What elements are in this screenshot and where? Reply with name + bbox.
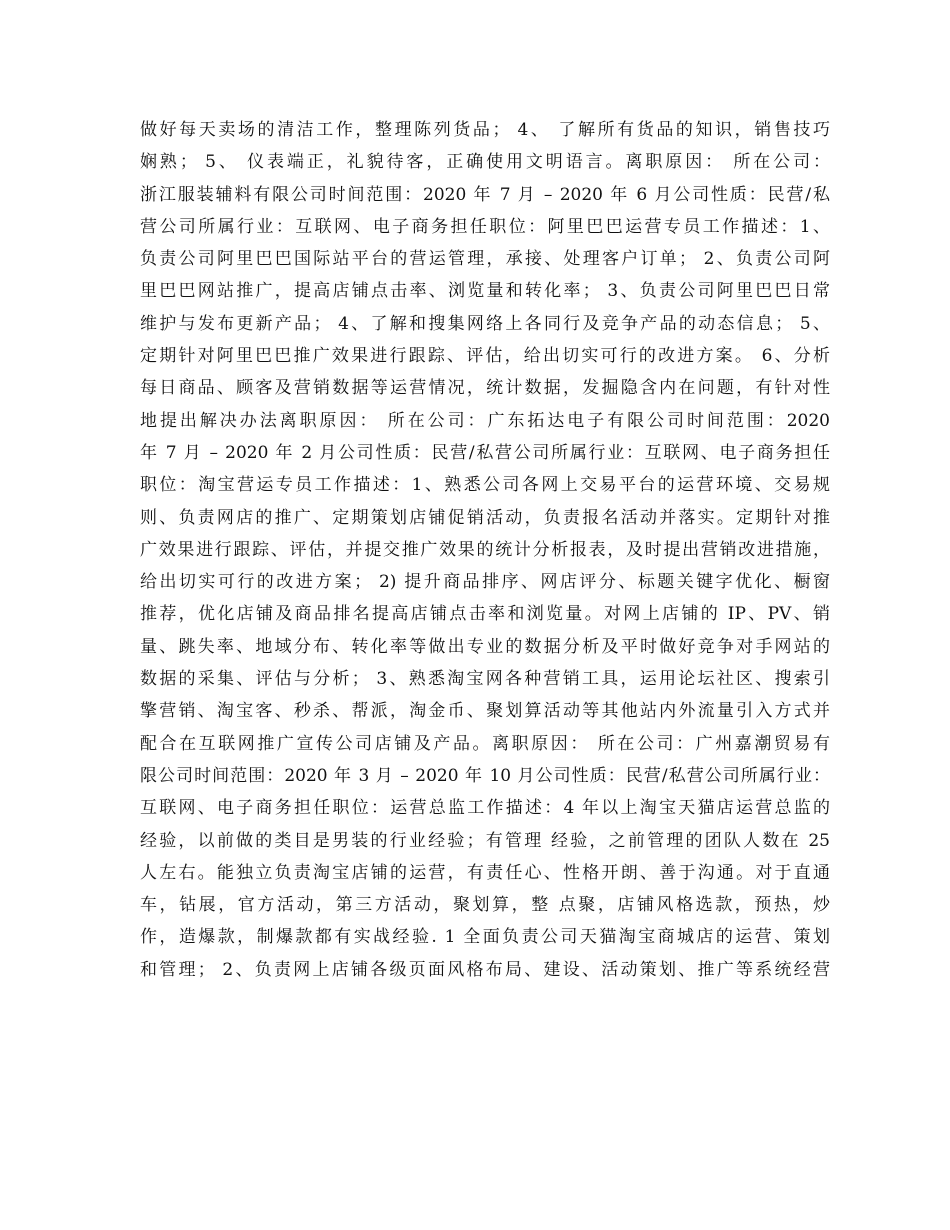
text-line-25: 车，钻展，官方活动，第三方活动，聚划算，整 点聚，店铺风格选款，预热，炒 xyxy=(140,895,830,916)
text-line-19: 擎营销、淘宝客、秒杀、帮派，淘金币、聚划算活动等其他站内外流量引入方式并 xyxy=(140,701,830,722)
text-line-15: 给出切实可行的改进方案； 2) 提升商品排序、网店评分、标题关键字优化、橱窗 xyxy=(140,572,830,593)
text-line-14: 广效果进行跟踪、评估，并提交推广效果的统计分析报表，及时提出营销改进措施， xyxy=(140,539,830,560)
text-line-3: 浙江服装辅料有限公司时间范围：2020 年 7 月 – 2020 年 6 月公司性质：民营/私 xyxy=(140,184,830,205)
text-line-1: 做好每天卖场的清洁工作，整理陈列货品； 4、 了解所有货品的知识，销售技巧 xyxy=(140,120,830,140)
text-line-5: 负责公司阿里巴巴国际站平台的营运管理，承接、处理客户订单； 2、负责公司阿 xyxy=(140,249,830,270)
text-line-12: 职位：淘宝营运专员工作描述：1、熟悉公司各网上交易平台的运营环境、交易规 xyxy=(140,475,830,496)
text-line-21: 限公司时间范围：2020 年 3 月 – 2020 年 10 月公司性质：民营/私营公司所属行业： xyxy=(140,765,830,786)
text-line-16: 推荐，优化店铺及商品排名提高店铺点击率和浏览量。对网上店铺的 IP、PV、销 xyxy=(140,604,830,625)
text-line-9: 每日商品、顾客及营销数据等运营情况，统计数据，发掘隐含内在问题，有针对性 xyxy=(140,378,830,399)
text-line-13: 则、负责网店的推广、定期策划店铺促销活动，负责报名活动并落实。定期针对推 xyxy=(140,507,830,528)
text-line-7: 维护与发布更新产品； 4、了解和搜集网络上各同行及竞争产品的动态信息； 5、 xyxy=(140,313,830,334)
text-line-2: 娴熟； 5、 仪表端正，礼貌待客，正确使用文明语言。离职原因： 所在公司： xyxy=(140,152,830,173)
text-line-6: 里巴巴网站推广，提高店铺点击率、浏览量和转化率； 3、负责公司阿里巴巴日常 xyxy=(140,281,830,302)
text-line-18: 数据的采集、评估与分析； 3、熟悉淘宝网各种营销工具，运用论坛社区、搜索引 xyxy=(140,669,830,690)
document-body xyxy=(140,114,830,986)
text-line-22: 互联网、电子商务担任职位：运营总监工作描述：4 年以上淘宝天猫店运营总监的 xyxy=(140,798,830,819)
text-line-23: 经验，以前做的类目是男装的行业经验；有管理 经验，之前管理的团队人数在 25 xyxy=(140,830,830,851)
text-line-17: 量、跳失率、地域分布、转化率等做出专业的数据分析及平时做好竞争对手网站的 xyxy=(140,636,830,657)
text-line-20: 配合在互联网推广宣传公司店铺及产品。离职原因： 所在公司：广州嘉潮贸易有 xyxy=(140,733,830,754)
text-line-4: 营公司所属行业：互联网、电子商务担任职位：阿里巴巴运营专员工作描述：1、 xyxy=(140,216,830,237)
text-line-27: 和管理； 2、负责网上店铺各级页面风格布局、建设、活动策划、推广等系统经营 xyxy=(140,959,830,980)
text-line-24: 人左右。能独立负责淘宝店铺的运营，有责任心、性格开朗、善于沟通。对于直通 xyxy=(140,862,830,883)
text-line-8: 定期针对阿里巴巴推广效果进行跟踪、评估，给出切实可行的改进方案。 6、分析 xyxy=(140,346,830,367)
text-line-10: 地提出解决办法离职原因： 所在公司：广东拓达电子有限公司时间范围：2020 xyxy=(140,410,830,431)
text-line-26: 作，造爆款，制爆款都有实战经验. 1 全面负责公司天猫淘宝商城店的运营、策划 xyxy=(140,927,830,948)
text-line-11: 年 7 月 – 2020 年 2 月公司性质：民营/私营公司所属行业：互联网、电子商务担任 xyxy=(140,442,830,463)
